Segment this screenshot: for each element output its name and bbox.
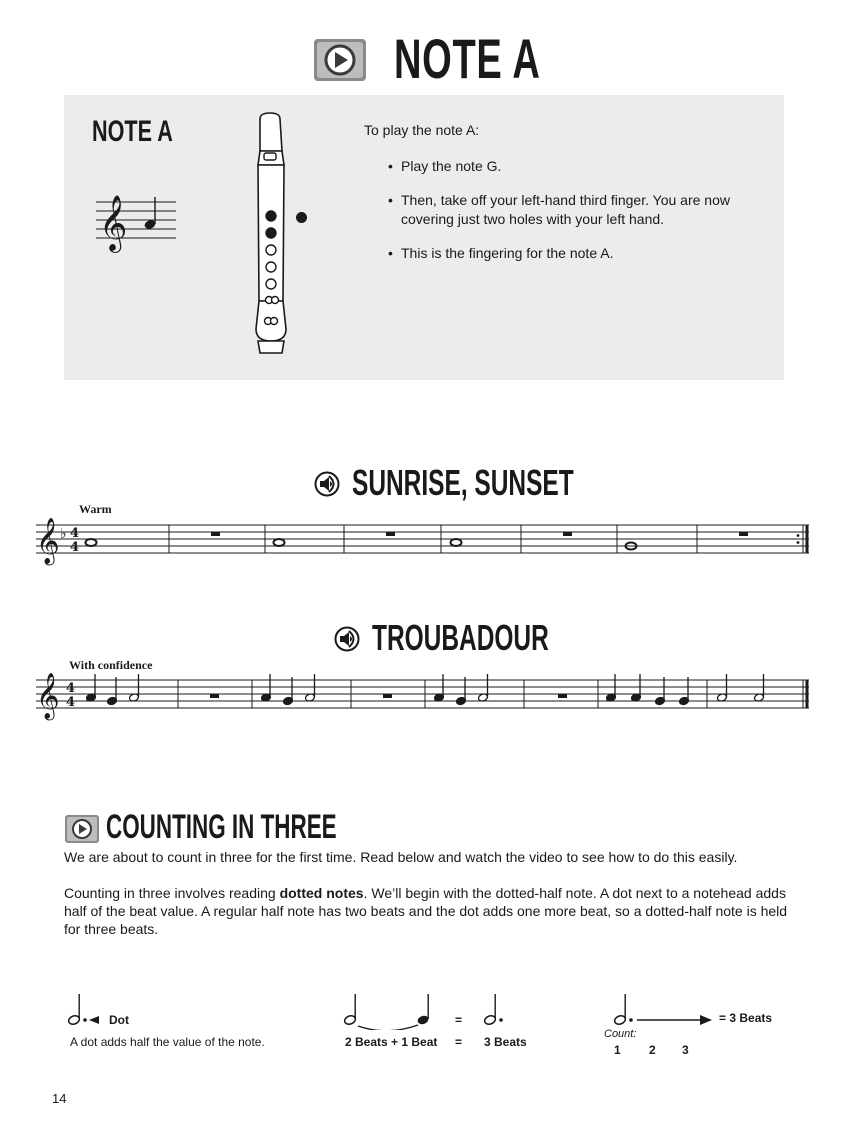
whole-rest — [211, 532, 220, 536]
section-title: COUNTING IN THREE — [106, 808, 337, 846]
recorder-fingering-icon — [246, 109, 306, 359]
time-signature-top: 4 — [66, 681, 76, 696]
troubadour-staff — [36, 664, 811, 736]
treble-clef-icon: 𝄞 — [36, 518, 60, 564]
paragraph — [64, 884, 788, 938]
time-signature-bottom: 4 — [66, 695, 76, 710]
song-heading-sunrise — [0, 463, 848, 503]
speaker-play-icon[interactable] — [314, 471, 340, 497]
paragraph-text: Counting in three involves reading — [64, 885, 280, 901]
page-title-area — [0, 24, 848, 94]
count-number: 2 — [649, 1043, 656, 1057]
tempo-marking: With confidence — [69, 658, 153, 672]
instruction-step: • This is the fingering for the note A. — [364, 244, 764, 263]
equals-sign: = — [455, 1013, 463, 1027]
paragraph: We are about to count in three for the first time. Read below and watch the video to see how to do this easily. — [64, 849, 738, 865]
thumb-hole-dot-icon — [296, 212, 307, 223]
beats-result-caption: 3 Beats — [484, 1035, 527, 1049]
paragraph-bold-term: dotted notes — [279, 885, 364, 901]
video-play-icon[interactable] — [64, 814, 100, 844]
paragraph-text: . We’ll begin with the dotted-half note. A dot next to a notehead adds half of the beat value. A regular half note has two beats and the dot adds one more beat, so a dotted-half note is held for three beats. — [64, 885, 788, 937]
instructions-intro: To play the note A: — [364, 122, 480, 138]
dotted-half-arrow-icon — [612, 990, 716, 1028]
instruction-step: • Then, take off your left-hand third finger. You are now covering just two holes with your left hand. — [364, 191, 764, 229]
note-info-box — [64, 95, 784, 380]
note-a-staff — [96, 187, 216, 257]
equals-sign: = — [455, 1035, 463, 1049]
page-title: NOTE A — [394, 27, 541, 90]
song-title: TROUBADOUR — [372, 617, 549, 658]
dot-label: Dot — [109, 1013, 129, 1027]
count-number: 3 — [682, 1043, 689, 1057]
whole-rest — [739, 532, 748, 536]
treble-clef-icon: 𝄞 — [99, 195, 128, 251]
whole-note-a — [274, 539, 285, 546]
whole-note-a — [451, 539, 462, 546]
time-signature-bottom: 4 — [70, 540, 80, 555]
sunrise-sunset-staff — [36, 508, 811, 580]
three-beats-label: = 3 Beats — [719, 1011, 773, 1025]
speaker-play-icon[interactable] — [334, 626, 360, 652]
whole-note-a — [86, 539, 97, 546]
count-number: 1 — [614, 1043, 621, 1057]
song-title: SUNRISE, SUNSET — [352, 462, 574, 503]
page-number: 14 — [52, 1091, 67, 1106]
whole-rest — [386, 532, 395, 536]
song-heading-troubadour — [0, 618, 848, 658]
flat-sign-icon: ♭ — [60, 526, 67, 542]
whole-rest — [563, 532, 572, 536]
time-signature-top: 4 — [70, 526, 80, 541]
instruction-step: • Play the note G. — [364, 157, 764, 176]
note-instructions — [364, 121, 764, 278]
count-label: Count: — [604, 1028, 637, 1040]
instructions-list — [364, 157, 764, 263]
tied-notes-equation — [340, 990, 510, 1030]
video-play-icon[interactable] — [313, 38, 367, 82]
note-box-title: NOTE A — [92, 115, 173, 148]
beats-sum-caption: 2 Beats + 1 Beat — [345, 1035, 438, 1049]
treble-clef-icon: 𝄞 — [36, 673, 60, 719]
tempo-marking: Warm — [79, 502, 112, 516]
dot-caption: A dot adds half the value of the note. — [70, 1035, 265, 1049]
